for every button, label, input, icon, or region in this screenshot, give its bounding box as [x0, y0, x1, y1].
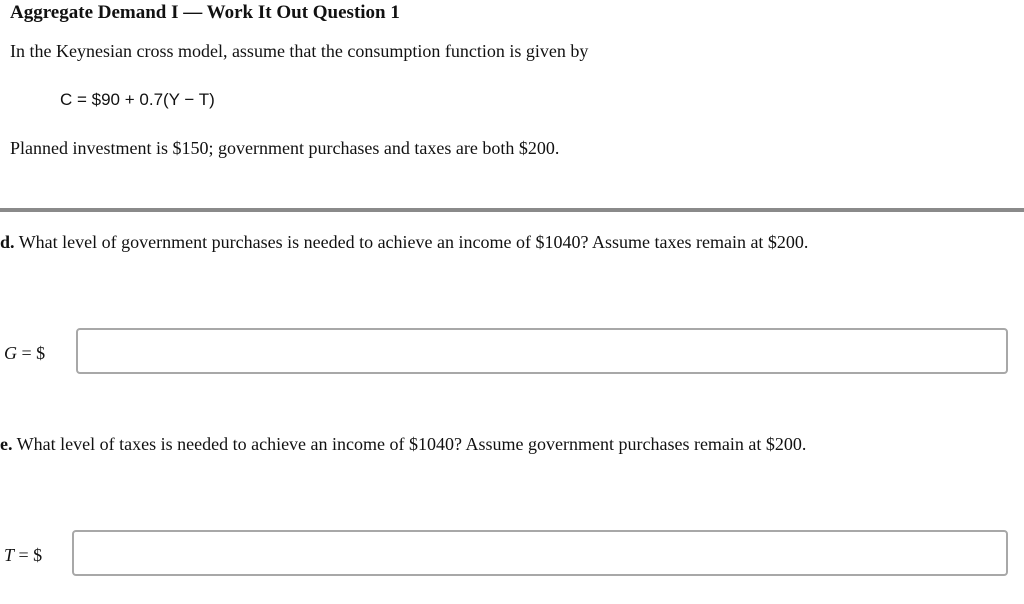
question-d: [0, 232, 808, 253]
consumption-equation: C = $90 + 0.7(Y − T): [60, 90, 215, 109]
answer-e-label: [4, 545, 42, 566]
question-e-part-label: e.: [0, 434, 13, 454]
question-d-text: What level of government purchases is needed to achieve an income of $1040? Assume taxes remain at $200.: [14, 232, 809, 252]
given-values-text: Planned investment is $150; government purchases and taxes are both $200.: [10, 138, 560, 158]
question-title: Aggregate Demand I — Work It Out Question 1: [10, 2, 400, 23]
answer-e-variable: T: [4, 545, 15, 565]
question-e-text: What level of taxes is needed to achieve an income of $1040? Assume government purchases remain at $200.: [12, 434, 807, 454]
question-e: [0, 434, 806, 455]
intro-text: In the Keynesian cross model, assume that the consumption function is given by: [10, 41, 589, 61]
answer-d-variable: G: [4, 343, 17, 363]
answer-e-suffix: = $: [14, 545, 43, 565]
answer-d-suffix: = $: [17, 343, 46, 363]
answer-d-label: [4, 343, 45, 364]
section-divider: [0, 208, 1024, 212]
answer-e-input[interactable]: [72, 530, 1008, 576]
question-d-part-label: d.: [0, 232, 15, 252]
answer-d-input[interactable]: [76, 328, 1008, 374]
